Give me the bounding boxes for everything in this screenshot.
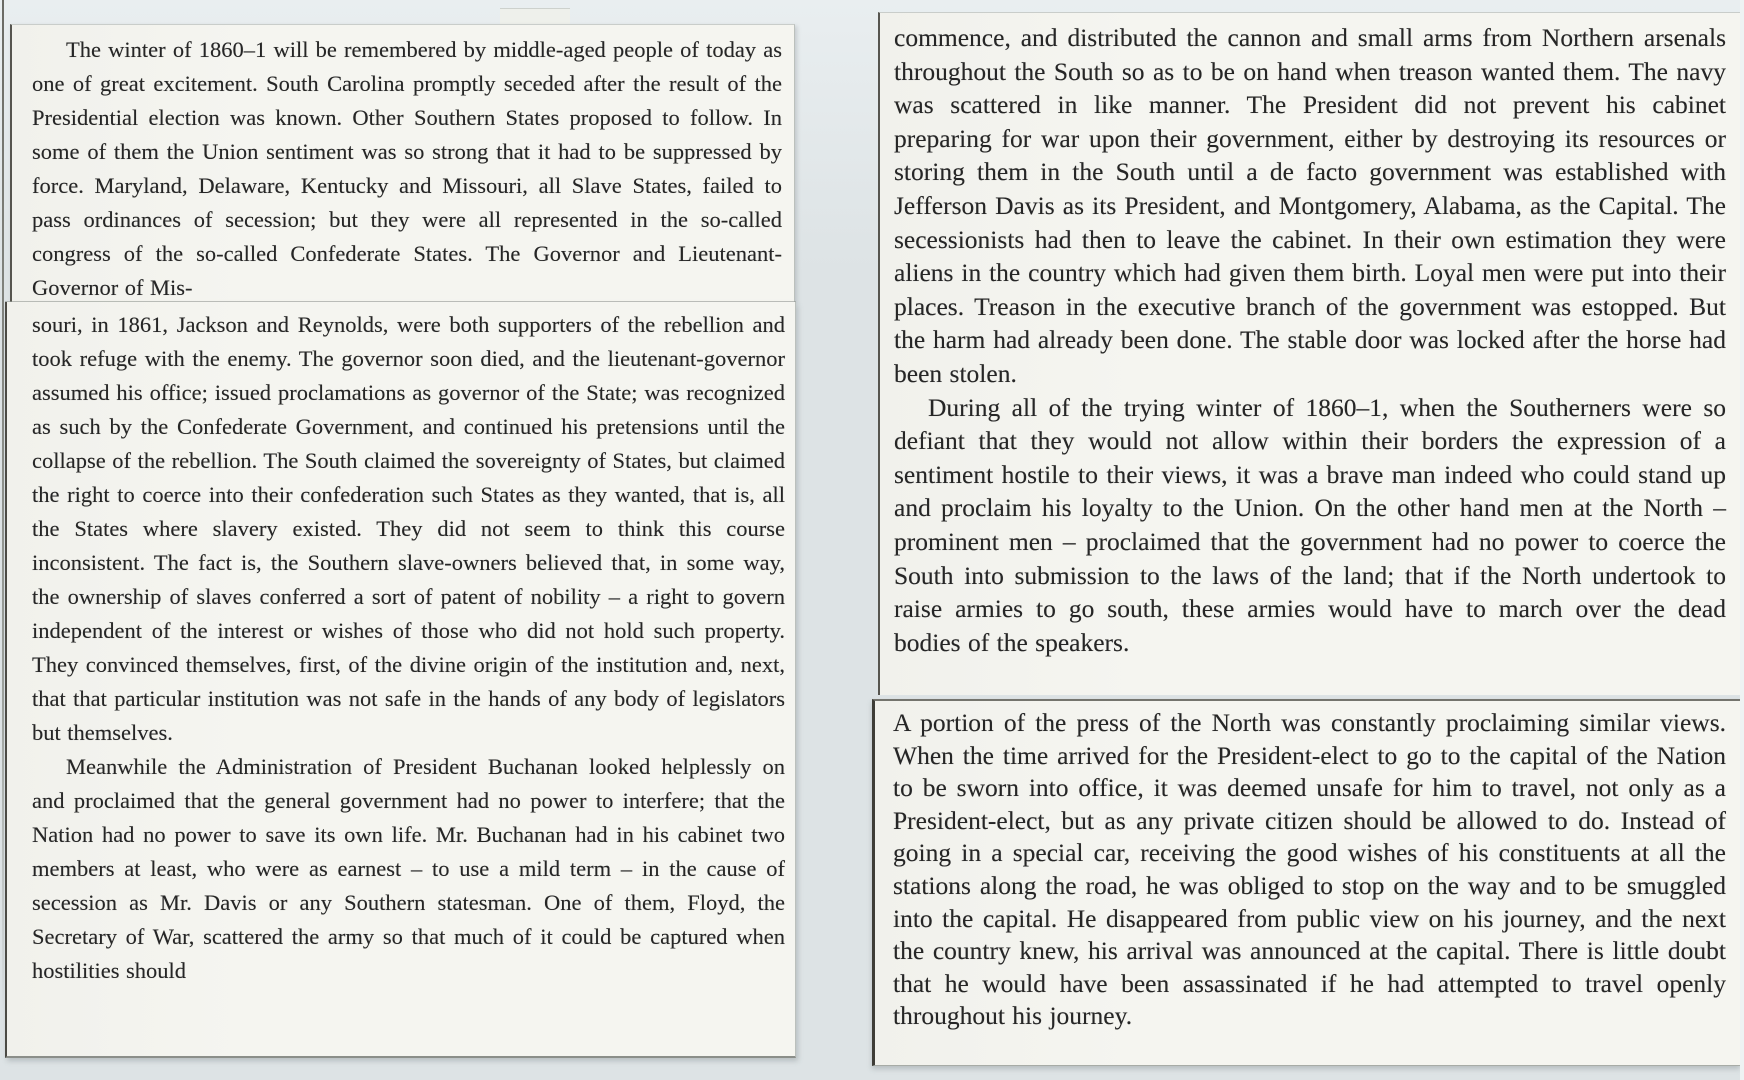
paragraph: commence, and distributed the cannon and small arms from Northern arsenals throughout the South so as to be on hand when treason wanted them. The navy was scattered in like manner. The President did not prevent his cabinet preparing for war upon their government, either by destroying its resources or storing them in the South until a de facto government was established with Jefferson Davis as its President, and Montgomery, Alabama, as the Capital. The secessionists had then to leave the cabinet. In their own estimation they were aliens in the country which had given them birth. Loyal men were put into their places. Treason in the executive branch of the government was estopped. But the harm had already been done. The stable door was locked after the horse had been stolen. — [894, 23, 1726, 388]
left-column-strip-2 — [5, 302, 796, 1058]
right-column-strip-2 — [872, 699, 1740, 1066]
left-column-strip-1 — [10, 24, 795, 302]
paragraph: Meanwhile the Administration of President Buchanan looked helplessly on and proclaimed that the general government had no power to interfere; that the Nation had no power to save its own life. Mr. Buchanan had in his cabinet two members at least, who were as earnest – to use a mild term – in the cause of secession as Mr. Davis or any Southern statesman. One of them, Floyd, the Secretary of War, scattered the army so that much of it could be captured when hostilities should — [32, 754, 785, 983]
paragraph: The winter of 1860–1 will be remembered by middle-aged people of today as one of great excitement. South Carolina promptly seceded after the result of the Presidential election was known. Other Southern States proposed to follow. In some of them the Union sentiment was so strong that it had to be suppressed by force. Maryland, Delaware, Kentucky and Missouri, all Slave States, failed to pass ordinances of secession; but they were all represented in the so-called congress of the so-called Confederate States. The Governor and Lieutenant-Governor of Mis- — [32, 37, 782, 300]
paragraph: souri, in 1861, Jackson and Reynolds, were both supporters of the rebellion and took refuge with the enemy. The governor soon died, and the lieutenant-governor assumed his office; issued proclamations as governor of the State; was recognized as such by the Confederate Government, and continued his pretensions until the collapse of the rebellion. The South claimed the sovereignty of States, but claimed the right to coerce into their confederation such States as they wanted, that is, all the States where slavery existed. They did not seem to think this course inconsistent. The fact is, the Southern slave-owners believed that, in some way, the ownership of slaves conferred a sort of patent of nobility – a right to govern independent of the interest or wishes of those who did not hold such property. They convinced themselves, first, of the divine origin of the institution and, next, that that particular institution was not safe in the hands of any body of legislators but themselves. — [32, 312, 785, 745]
right-column-strip-1 — [878, 12, 1740, 695]
paragraph: During all of the trying winter of 1860–1, when the Southerners were so defiant that they would not allow within their borders the expression of a sentiment hostile to their views, it was a brave man indeed who could stand up and proclaim his loyalty to the Union. On the other hand men at the North – prominent men – proclaimed that the government had no power to coerce the South into submission to the laws of the land; that if the North undertook to raise armies to go south, these armies would have to march over the dead bodies of the speakers. — [894, 392, 1726, 657]
paragraph: A portion of the press of the North was constantly proclaiming similar views. When the time arrived for the President-elect to go to the capital of the Nation to be sworn into office, it was deemed unsafe for him to travel, not only as a President-elect, but as any private citizen should be allowed to do. Instead of going in a special car, receiving the good wishes of his constituents at all the stations along the road, he was obliged to stop on the way and to be smuggled into the capital. He disappeared from public view on his journey, and the next the country knew, his arrival was announced at the capital. There is little doubt that he would have been assassinated if he had attempted to travel openly throughout his journey. — [893, 708, 1726, 1031]
scan-edge-artifact — [2, 0, 4, 1012]
